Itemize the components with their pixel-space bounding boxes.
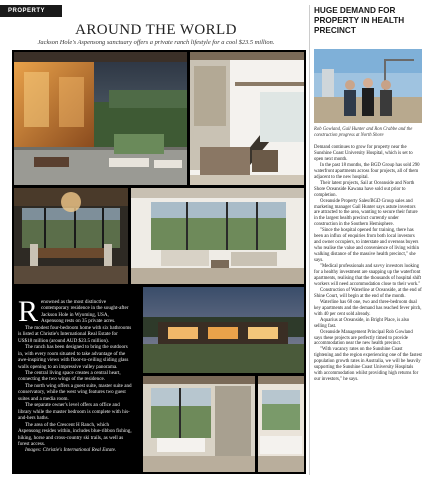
photo-living-room <box>131 188 304 284</box>
sidebar-paragraph: Construction of Waterline at Oceanside, at the end of Shine Court, will begin at the end of the month. <box>314 287 422 299</box>
sidebar-paragraph: Aquarius at Oceanside, in Bright Place, is also selling fast. <box>314 317 410 329</box>
article-paragraph: enowned as the most distinctive contemporary residence in the sought-after Jackson Hole in Wyoming, USA, Aspensong rests on 35 private acres. <box>41 299 129 325</box>
section-tag: PROPERTY <box>0 5 62 17</box>
article-standfirst: Jackson Hole's Aspensong sanctuary offers a private ranch lifestyle for a cool $23.5 million. <box>37 39 275 46</box>
image-credit: Images: Christie's International Real Estate. <box>25 447 117 454</box>
sidebar-paragraph: "Since the hospital opened for training, there has been an influx of enquiries from both local investors and owner occupiers, to interstate and overseas buyers who realise the value and convenience of living within walking distance of the massive health precinct," she says. <box>314 228 419 264</box>
article-paragraph: The area of the Crescent H Ranch, which Aspensong resides within, includes blue-ribbon fishing, hiking, horse and cross-country ski trails, as well as forest access. <box>18 421 132 447</box>
sidebar-paragraph: Waterline has 60 one, two and three-bedroom dual key apartments and the demand has reached fever pitch, with 40 per cent sold already. <box>314 299 422 317</box>
photo-exterior-terrace <box>14 52 187 185</box>
column-divider <box>309 5 310 475</box>
article-paragraph: The ranch has been designed to bring the outdoors in, with every room situated to take advantage of the awe-inspiring views with floor-to-ceiling sliding glass walls opening to an impressive valley panorama. <box>18 344 129 370</box>
sidebar-photo-construction-team <box>314 49 422 123</box>
sidebar-paragraph: "Medical professionals and savvy investors looking for a healthy investment are snapping up the waterfront apartments, realising that the thousands of hospital shift workers will need accommodation close to their work." <box>314 264 422 287</box>
article-body <box>18 295 132 454</box>
sidebar-paragraph: Oceanside Property Sales/BGD Group sales and marketing manager Gail Hunter says astute investors are attracted to the area, wanting to secure their future in the largest health precinct currently under construction in the Southern Hemisphere. <box>314 198 418 228</box>
sidebar-paragraph: Demand continues to grow for property near the Sunshine Coast University Hospital, which is set to open next month. <box>314 145 413 162</box>
article-paragraph: The central living space creates a central heart, connecting the two wings of the residence. <box>18 369 121 383</box>
photo-dining-room <box>14 188 128 284</box>
photo-home-at-dusk <box>143 287 304 373</box>
sidebar-title: HUGE DEMAND FOR PROPERTY IN HEALTH PRECINCT <box>314 6 405 35</box>
article-headline: AROUND THE WORLD <box>75 22 237 38</box>
article-paragraph: The modest four-bedroom home with six bathrooms is listed at Christie's International Real Estate for US$18 million (around AUD $23.5 million). <box>18 324 132 344</box>
article-paragraph: The north wing offers a guest suite, master suite and conservatory, while the west wing features two guest suites and a media room. <box>18 382 132 402</box>
photo-bathroom <box>143 376 255 472</box>
photo-staircase <box>190 52 304 185</box>
sidebar-paragraph: In the past 18 months, the BGD Group has sold 290 waterfront apartments across four projects, all of them adjacent to the new hospital. <box>314 162 420 180</box>
sidebar-paragraph: Their latest projects, Sail at Oceanside and North Shore Oceanside Kawana have sold out prior to completion. <box>314 180 415 198</box>
sidebar-caption: Rob Gowland, Gail Hunter and Ron Crabbe and the construction progress at North Shore <box>314 127 413 138</box>
article-paragraph: The separate owner's level offers an office and library while the master bedroom is complete with his-and-hers baths. <box>18 402 130 422</box>
photo-bedroom <box>258 376 304 472</box>
sidebar-paragraph: Oceanside Management Principal Rob Gowland says these projects are perfectly timed to provide accommodation near the new health precinct. <box>314 329 413 347</box>
dropcap: R <box>18 295 39 328</box>
sidebar-paragraph: "With vacancy rates on the Sunshine Coast tightening and the region experiencing one of the fastest population growth rates in Australia, we will be heavily supporting the Sunshine Coast University Hospitals with accommodation whilst providing high returns for our investors," he says. <box>314 347 422 383</box>
sidebar-body <box>314 145 422 383</box>
